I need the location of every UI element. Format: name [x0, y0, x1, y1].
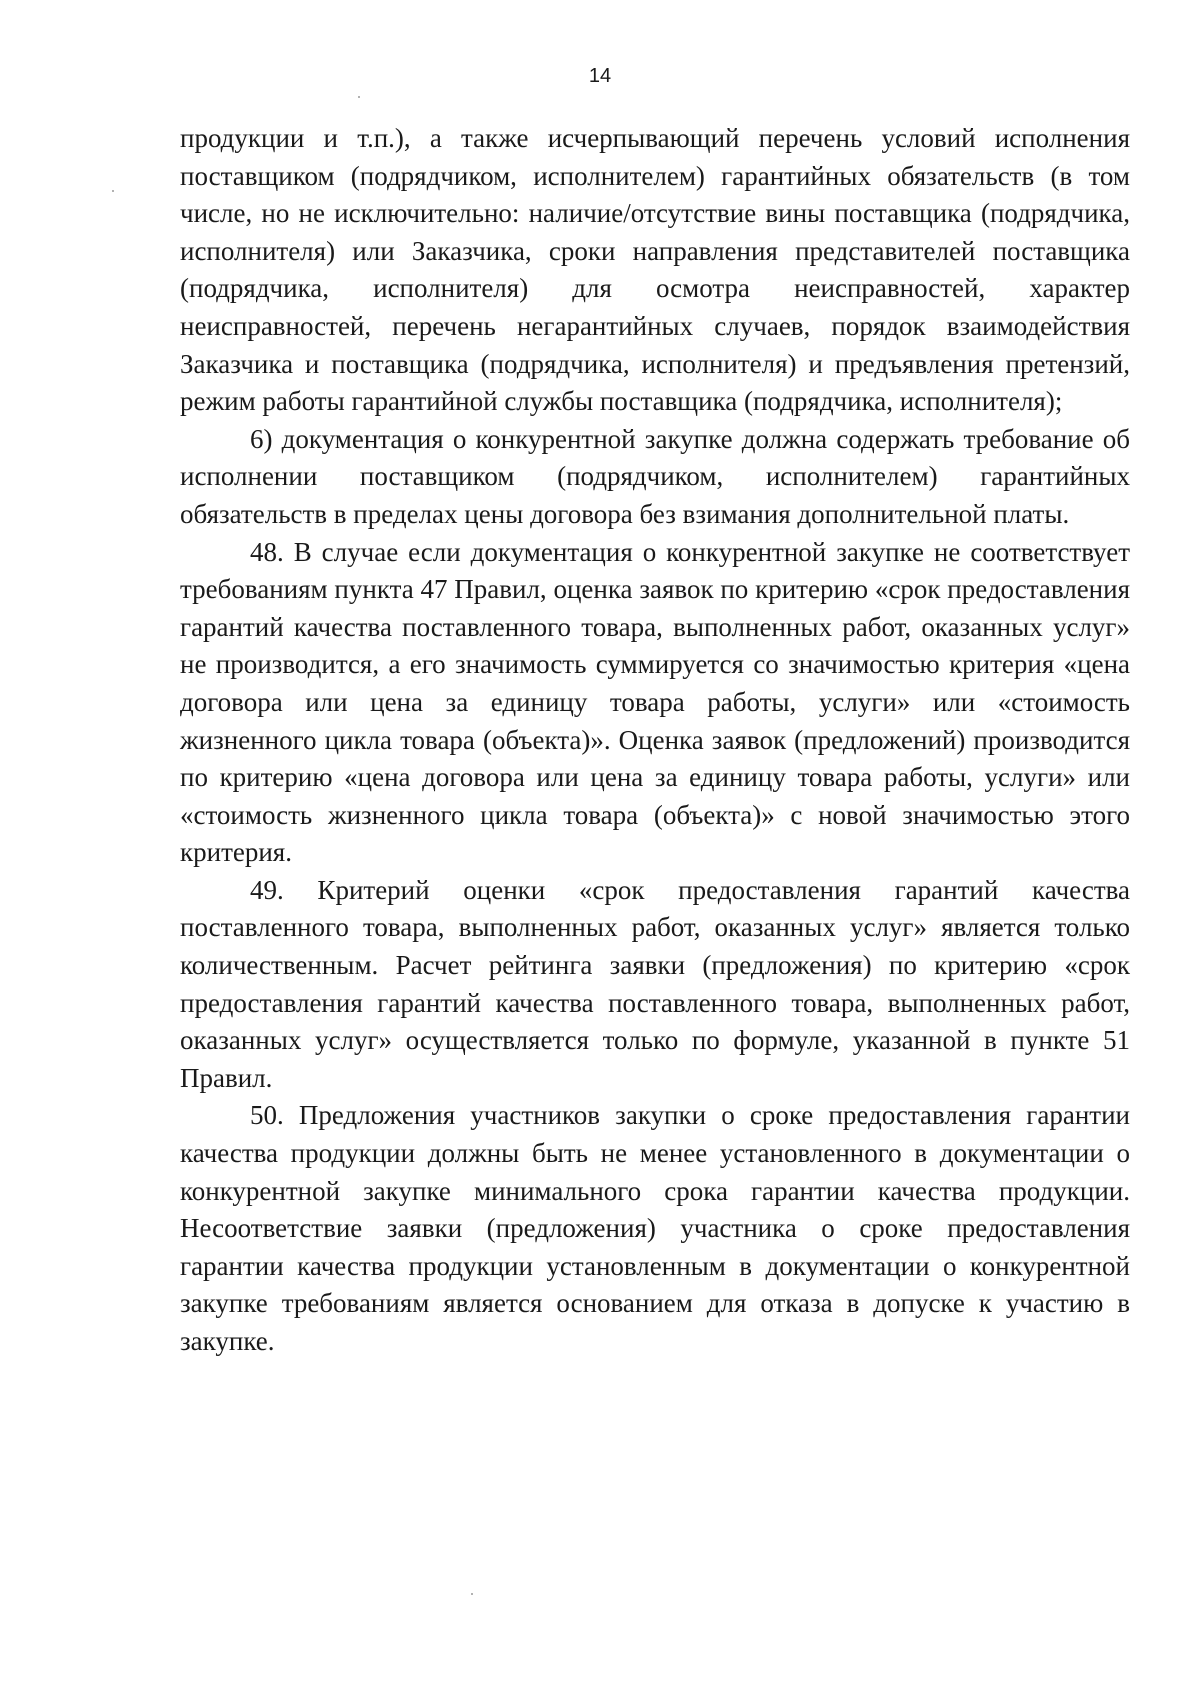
- paragraph-clause-50: 50. Предложения участников закупки о сроке предоставления гарантии качества продукции должны быть не менее установленного в документации о конкурентной закупке минимального срока гарантии качества продукции. Несоответствие заявки (предложения) участника о сроке предоставления гарантии качества продукции установленным в документации о конкурентной закупке требованиям является основанием для отказа в допуске к участию в закупке.: [180, 1100, 1130, 1356]
- scan-speck: [358, 96, 360, 98]
- scan-speck: [471, 1593, 473, 1595]
- paragraph-item-6: 6) документация о конкурентной закупке должна содержать требование об исполнении поставщиком (подрядчиком, исполнителем) гарантийных обязательств в пределах цены договора без взимания дополнительной платы.: [180, 423, 1130, 529]
- scan-speck: [112, 190, 114, 192]
- paragraph-clause-48: 48. В случае если документация о конкурентной закупке не соответствует требованиям пункта 47 Правил, оценка заявок по критерию «срок предоставления гарантий качества поставленного товара, выполненных работ, оказанных услуг» не производится, а его значимость суммируется со значимостью критерия «цена договора или цена за единицу товара работы, услуги» или «стоимость жизненного цикла товара (объекта)». Оценка заявок (предложений) производится по критерию «цена договора или цена за единицу товара работы, услуги» или «стоимость жизненного цикла товара (объекта)» с новой значимостью этого критерия.: [180, 536, 1130, 868]
- paragraph-clause-49: 49. Критерий оценки «срок предоставления гарантий качества поставленного товара, выполненных работ, оказанных услуг» является только количественным. Расчет рейтинга заявки (предложения) по критерию «срок предоставления гарантий качества поставленного товара, выполненных работ, оказанных услуг» осуществляется только по формуле, указанной в пункте 51 Правил.: [180, 874, 1130, 1093]
- paragraph-continuation: продукции и т.п.), а также исчерпывающий перечень условий исполнения поставщиком (подрядчиком, исполнителем) гарантийных обязательств (в том числе, но не исключительно: наличие/отсутствие вины поставщика (подрядчика, исполнителя) или Заказчика, сроки направления представителей поставщика (подрядчика, исполнителя) для осмотра неисправностей, характер неисправностей, перечень негарантийных случаев, порядок взаимодействия Заказчика и поставщика (подрядчика, исполнителя) и предъявления претензий, режим работы гарантийной службы поставщика (подрядчика, исполнителя);: [180, 123, 1130, 417]
- body-text: [180, 120, 1130, 1361]
- page-number: 14: [588, 65, 612, 87]
